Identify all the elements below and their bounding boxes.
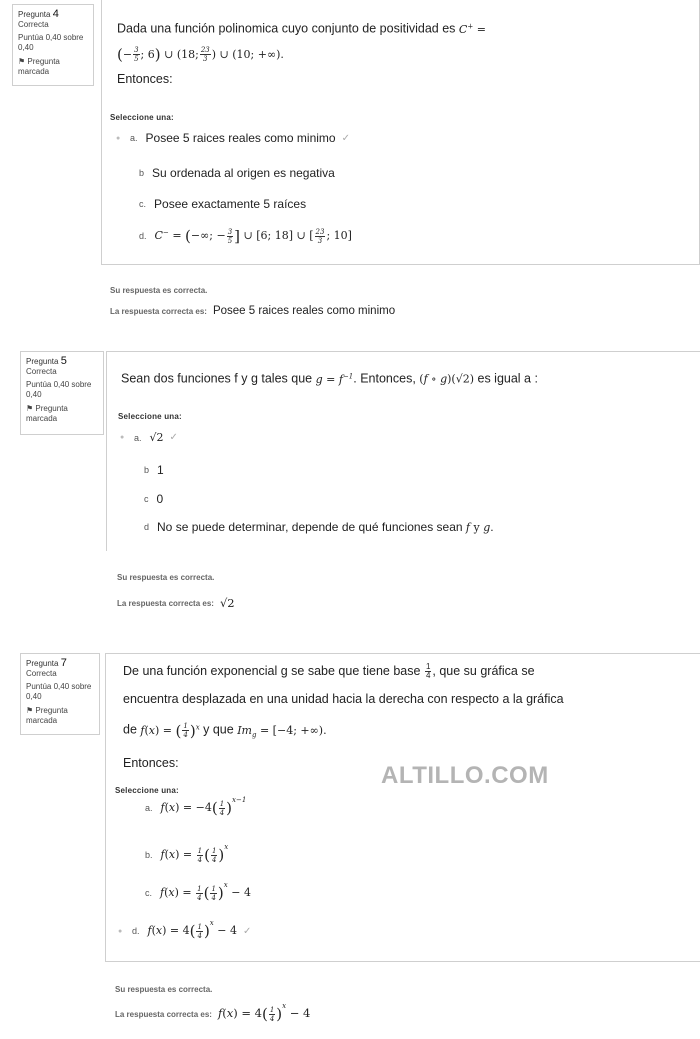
option-a[interactable]: ● a. √2 ✓ bbox=[120, 431, 178, 444]
feedback: Su respuesta es correcta. bbox=[117, 573, 215, 582]
question-info-5 bbox=[20, 351, 104, 435]
option-c[interactable]: c. f(x) = $\frac{1}{4}$ ( $\frac{1}{4}$ )$^x$ − 4 bbox=[145, 881, 251, 902]
question-text: Dada una función polinomica cuyo conjunto de positividad es C+ = (− $\frac{3}{5}$ ; 6) ∪ (18; $\frac{23}{3}$ ) ∪ (10; +∞). Entonces: bbox=[117, 14, 677, 92]
select-label: Seleccione una: bbox=[110, 113, 174, 122]
correct-answer: La respuesta correcta es: f(x) = 4( $\frac{1}{4}$ )$^x$ − 4 bbox=[115, 1002, 311, 1023]
question-score: Puntúa 0,40 sobre 0,40 bbox=[18, 33, 84, 52]
option-a-formula: f(x) = −4( $\frac{1}{4}$ )$^{x-1}$ bbox=[160, 796, 247, 817]
flag-icon: ⚑ bbox=[18, 57, 26, 66]
select-label: Seleccione una: bbox=[118, 412, 182, 421]
question-info-7 bbox=[20, 653, 100, 735]
option-a[interactable]: ● a. Posee 5 raices reales como minimo ✓ bbox=[116, 131, 350, 145]
base-fraction: $\frac{1}{4}$ bbox=[425, 662, 431, 681]
option-c[interactable]: c. Posee exactamente 5 raíces bbox=[139, 197, 307, 211]
flag-question-button[interactable]: ⚑ Pregunta marcada bbox=[26, 404, 68, 423]
question-text: Sean dos funciones f y g tales que $g = f^{-1}$. Entonces, (f ∘ g)(√2) es igual a : bbox=[121, 371, 538, 386]
flag-question-button[interactable]: ⚑ Pregunta marcada bbox=[18, 57, 60, 76]
check-icon: ✓ bbox=[169, 432, 178, 443]
question-status: Correcta bbox=[18, 20, 49, 29]
feedback: Su respuesta es correcta. bbox=[115, 985, 213, 994]
question-number: Pregunta 7 bbox=[26, 657, 67, 669]
option-d[interactable]: d No se puede determinar, depende de qué funciones sean f y g . bbox=[144, 520, 494, 534]
correct-answer: La respuesta correcta es: √2 bbox=[117, 596, 235, 610]
question-info-4 bbox=[12, 4, 94, 86]
correct-answer-formula: √2 bbox=[219, 596, 235, 610]
question-number: Pregunta 5 bbox=[26, 355, 67, 367]
option-c[interactable]: c 0 bbox=[144, 492, 164, 506]
check-icon: ✓ bbox=[341, 132, 350, 144]
option-d[interactable]: ● d. f(x) = 4( $\frac{1}{4}$ )$^x$ − 4 ✓ bbox=[118, 919, 252, 940]
radio-icon[interactable]: ● bbox=[120, 434, 125, 441]
option-b[interactable]: b. f(x) = $\frac{1}{4}$ ( $\frac{1}{4}$ )$^x$ bbox=[145, 843, 229, 864]
radio-icon[interactable]: ● bbox=[118, 927, 123, 935]
flag-question-button[interactable]: ⚑ Pregunta marcada bbox=[26, 706, 68, 725]
option-b[interactable]: b 1 bbox=[144, 463, 164, 477]
option-b[interactable]: b Su ordenada al origen es negativa bbox=[139, 166, 335, 180]
question-score: Puntúa 0,40 sobre 0,40 bbox=[26, 380, 92, 399]
question-text: De una función exponencial g se sabe que tiene base $\frac{1}{4}$ , que su gráfica se encuentra desplazada en una unidad hacia la derecha con respecto a la gráfica de f(x) = ( $\frac{1}{4}$ )$^x$ y que $Im_g = [-4$; +∞). Entonces: bbox=[123, 662, 564, 770]
flag-icon: ⚑ bbox=[26, 404, 34, 413]
sqrt2-value: √2 bbox=[149, 431, 164, 444]
option-a[interactable]: a. f(x) = −4( $\frac{1}{4}$ )$^{x-1}$ bbox=[145, 796, 247, 817]
question-status: Correcta bbox=[26, 367, 57, 376]
feedback: Su respuesta es correcta. bbox=[110, 286, 208, 295]
select-label: Seleccione una: bbox=[115, 786, 179, 795]
option-b-formula: f(x) = $\frac{1}{4}$ ( $\frac{1}{4}$ )$^x$ bbox=[160, 843, 229, 864]
option-c-formula: f(x) = $\frac{1}{4}$ ( $\frac{1}{4}$ )$^x$ − 4 bbox=[160, 881, 251, 902]
question-number: Pregunta 4 bbox=[18, 8, 59, 20]
question-status: Correcta bbox=[26, 669, 57, 678]
correct-answer: La respuesta correcta es: Posee 5 raices reales como minimo bbox=[110, 305, 396, 317]
positivity-set: (− $\frac{3}{5}$ ; 6) ∪ (18; $\frac{23}{3}$ ) ∪ (10; +∞). bbox=[117, 45, 284, 64]
check-icon: ✓ bbox=[242, 925, 252, 937]
radio-icon[interactable]: ● bbox=[116, 134, 121, 142]
correct-answer-formula: f(x) = 4( $\frac{1}{4}$ )$^x$ − 4 bbox=[217, 1002, 311, 1023]
flag-icon: ⚑ bbox=[26, 706, 34, 715]
question-score: Puntúa 0,40 sobre 0,40 bbox=[26, 682, 92, 701]
option-d[interactable]: d. C− = (−∞; − $\frac{3}{5}$ ] ∪ [6; 18] ∪ [ $\frac{23}{3}$ ; 10] bbox=[139, 227, 352, 245]
option-d-formula: f(x) = 4( $\frac{1}{4}$ )$^x$ − 4 bbox=[147, 919, 237, 940]
watermark: ALTILLO.COM bbox=[381, 762, 549, 789]
option-d-formula: C− = (−∞; − $\frac{3}{5}$ ] ∪ [6; 18] ∪ [ $\frac{23}{3}$ ; 10] bbox=[154, 227, 352, 245]
